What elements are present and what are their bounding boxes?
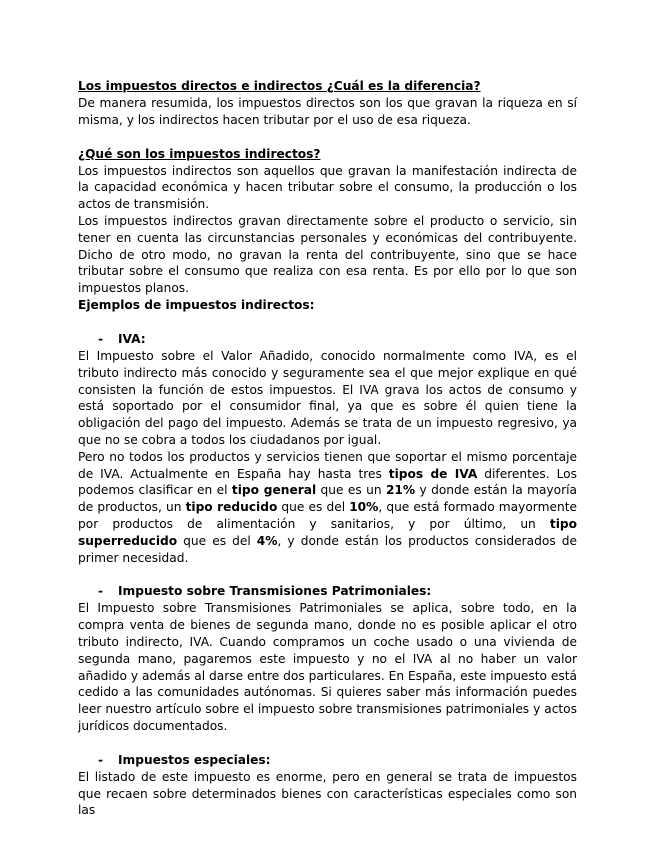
- list-item-title: Impuesto sobre Transmisiones Patrimoniales:: [118, 584, 432, 599]
- bold-text: tipo superreducido: [78, 516, 577, 548]
- paragraph-especiales-description: El listado de este impuesto es enorme, pero en general se trata de impuestos que recaen sobre determinados bienes con características especiales como son las: [78, 769, 577, 818]
- list-item-especiales: [78, 752, 577, 769]
- list-item-itp: [78, 583, 577, 600]
- spacer: [78, 735, 577, 752]
- list-item-title: Impuestos especiales:: [118, 752, 271, 767]
- bold-text: tipo reducido: [185, 500, 278, 515]
- list-item-iva: [78, 331, 577, 348]
- heading-examples: Ejemplos de impuestos indirectos:: [78, 297, 315, 312]
- bold-text: 4%: [256, 533, 278, 548]
- list-item-title: IVA:: [118, 331, 146, 346]
- paragraph-summary: De manera resumida, los impuestos directos son los que gravan la riqueza en sí misma, y los indirectos hacen tributar por el uso de esa riqueza.: [78, 96, 577, 127]
- paragraph-indirect-definition: Los impuestos indirectos son aquellos que gravan la manifestación indirecta de la capacidad económica y hacen tributar sobre el consumo, la producción o los actos de transmisión.: [78, 163, 577, 212]
- bold-text: 10%: [349, 500, 379, 515]
- paragraph-iva-description: El Impuesto sobre el Valor Añadido, conocido normalmente como IVA, es el tributo indirecto más conocido y seguramente sea el que mejor explique en qué consisten la función de estos impuestos. El IVA grava los actos de consumo y está soportado por el consumidor final, ya que es sobre él quien tiene la obligación del pago del impuesto. Además se trata de un impuesto regresivo, ya que no se cobra a todos los ciudadanos por igual.: [78, 348, 577, 447]
- paragraph-itp-description: El Impuesto sobre Transmisiones Patrimoniales se aplica, sobre todo, en la compra venta de bienes de segunda mano, donde no es posible aplicar el otro tributo indirecto, IVA. Cuando compramos un coche usado o una vivienda de segunda mano, pagaremos este impuesto y no el IVA al no haber un valor añadido y además al darse entre dos particulares. En España, este impuesto está cedido a las comunidades autónomas. Si quieres saber más información puedes leer nuestro artículo sobre el impuesto sobre transmisiones patrimoniales y actos jurídicos documentados.: [78, 601, 577, 733]
- spacer: [78, 566, 577, 583]
- bold-text: tipos de IVA: [388, 466, 478, 481]
- spacer: [78, 129, 577, 146]
- bold-text: 21%: [385, 483, 416, 498]
- heading-what-are-indirect: ¿Qué son los impuestos indirectos?: [78, 146, 321, 161]
- bullet-dash: -: [98, 584, 104, 599]
- bold-text: tipo general: [231, 483, 317, 498]
- bullet-dash: -: [98, 331, 104, 346]
- bullet-dash: -: [98, 752, 104, 767]
- spacer: [78, 314, 577, 331]
- heading-difference: Los impuestos directos e indirectos ¿Cuál es la diferencia?: [78, 79, 481, 93]
- paragraph-indirect-detail: Los impuestos indirectos gravan directamente sobre el producto o servicio, sin tener en cuenta las circunstancias personales y económicas del contribuyente. Dicho de otro modo, no gravan la renta del contribuyente, sino que se hace tributar sobre el consumo que realiza con esa renta. Es por ello por lo que son impuestos planos.: [78, 213, 577, 296]
- paragraph-iva-types: Pero no todos los productos y servicios tienen que soportar el mismo porcentaje de IVA. Actualmente en España hay hasta tres tipos de IVA diferentes. Los podemos clasificar en el tipo general que es un 21% y donde están la mayoría de productos, un tipo reducido que es del 10%, que está formado mayormente por productos de alimentación y sanitarios, y por último, un tipo superreducido que es del 4%, y donde están los productos considerados de primer necesidad.: [78, 449, 577, 565]
